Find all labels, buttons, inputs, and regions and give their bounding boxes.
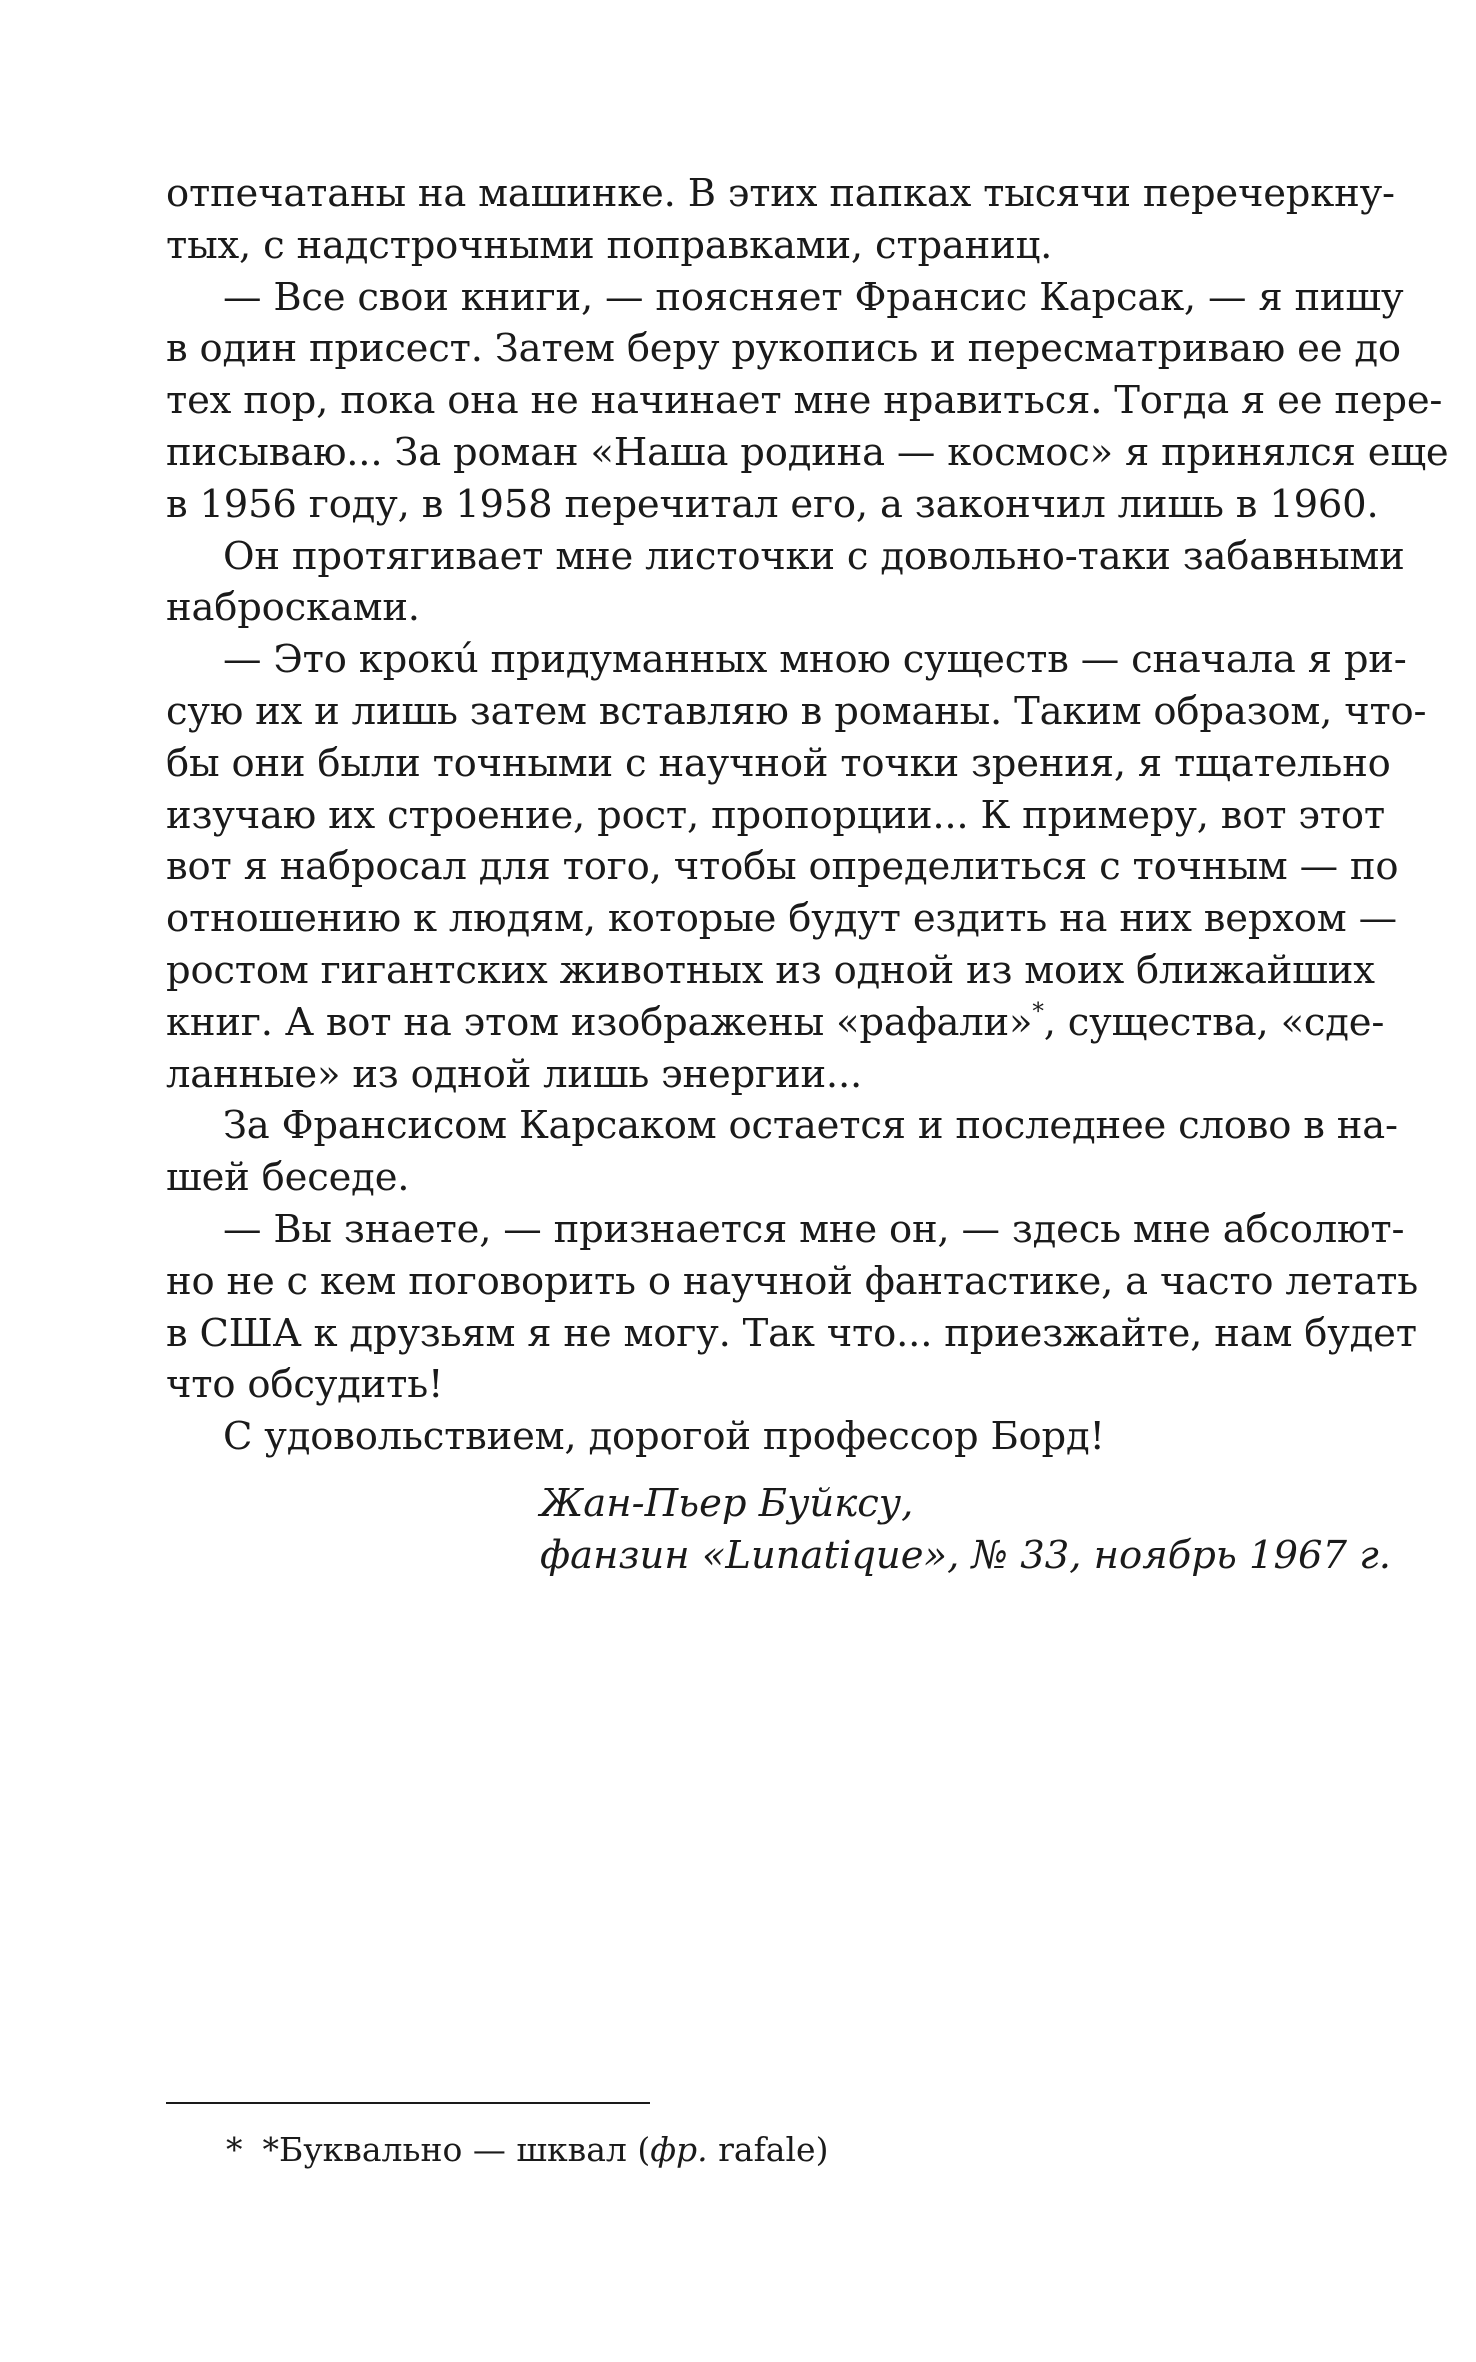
text-line: писываю... За роман «Наша родина — космос» я принялся еще [166,429,1449,475]
signature-source: фанзин «Lunatique», № 33, ноябрь 1967 г. [540,1533,1391,1578]
footnote-mark: * [226,2130,243,2169]
text-line: ростом гигантских животных из одной из моих ближайших [166,947,1375,993]
text-line: шей беседе. [166,1155,410,1201]
text-line: отношению к людям, которые будут ездить на них верхом — [166,896,1397,942]
text-line: — Все свои книги, — поясняет Франсис Карсак, — я пишу [223,274,1404,320]
signature-author: Жан-Пьер Буйксу, [540,1481,914,1526]
footnote-abbreviation: фр. [650,2130,708,2169]
text-line: в США к друзьям я не могу. Так что... приезжайте, нам будет [166,1310,1417,1356]
main-text [166,168,1449,1463]
text-line: что обсудить! [166,1362,444,1408]
footnote-reference: * [1032,998,1044,1025]
text-line: — Вы знаете, — признается мне он, — здесь мне абсолют- [223,1206,1405,1252]
text-line: изучаю их строение, рост, пропорции... К примеру, вот этот [166,792,1385,838]
text-line: тех пор, пока она не начинает мне нравиться. Тогда я ее пере- [166,378,1443,424]
text-line: в один присест. Затем беру рукопись и пересматриваю ее до [166,326,1401,372]
text-line: бы они были точными с научной точки зрения, я тщательно [166,740,1391,786]
text-line: вот я набросал для того, чтобы определиться с точным — по [166,844,1399,890]
text-line: в 1956 году, в 1958 перечитал его, а закончил лишь в 1960. [166,481,1379,527]
text-line: но не с кем поговорить о научной фантастике, а часто летать [166,1258,1418,1304]
text-line: Он протягивает мне листочки с довольно-таки забавными [223,533,1405,579]
footnote-text-before: *Буквально — шквал ( [262,2130,651,2169]
text-line: — Это крокú придуманных мною существ — сначала я ри- [223,637,1407,683]
footnote [226,2128,828,2172]
text-line: ланные» из одной лишь энергии... [166,1051,863,1097]
text-fragment: книг. А вот на этом изображены «рафали» [166,999,1033,1045]
text-line: отпечатаны на машинке. В этих папках тысячи перечеркну- [166,171,1395,216]
text-line: С удовольствием, дорогой профессор Борд! [223,1414,1105,1460]
text-line: сую их и лишь затем вставляю в романы. Таким образом, что- [166,688,1427,734]
text-line [166,997,1385,1049]
text-line: За Франсисом Карсаком остается и последнее слово в на- [223,1103,1398,1149]
footnote-text-after: rafale) [707,2130,829,2169]
footnote-divider [166,2102,650,2104]
text-line: набросками. [166,585,420,631]
text-line: тых, с надстрочными поправками, страниц. [166,222,1053,268]
text-fragment: , существа, «сде- [1043,999,1385,1045]
signature [540,1478,1391,1582]
